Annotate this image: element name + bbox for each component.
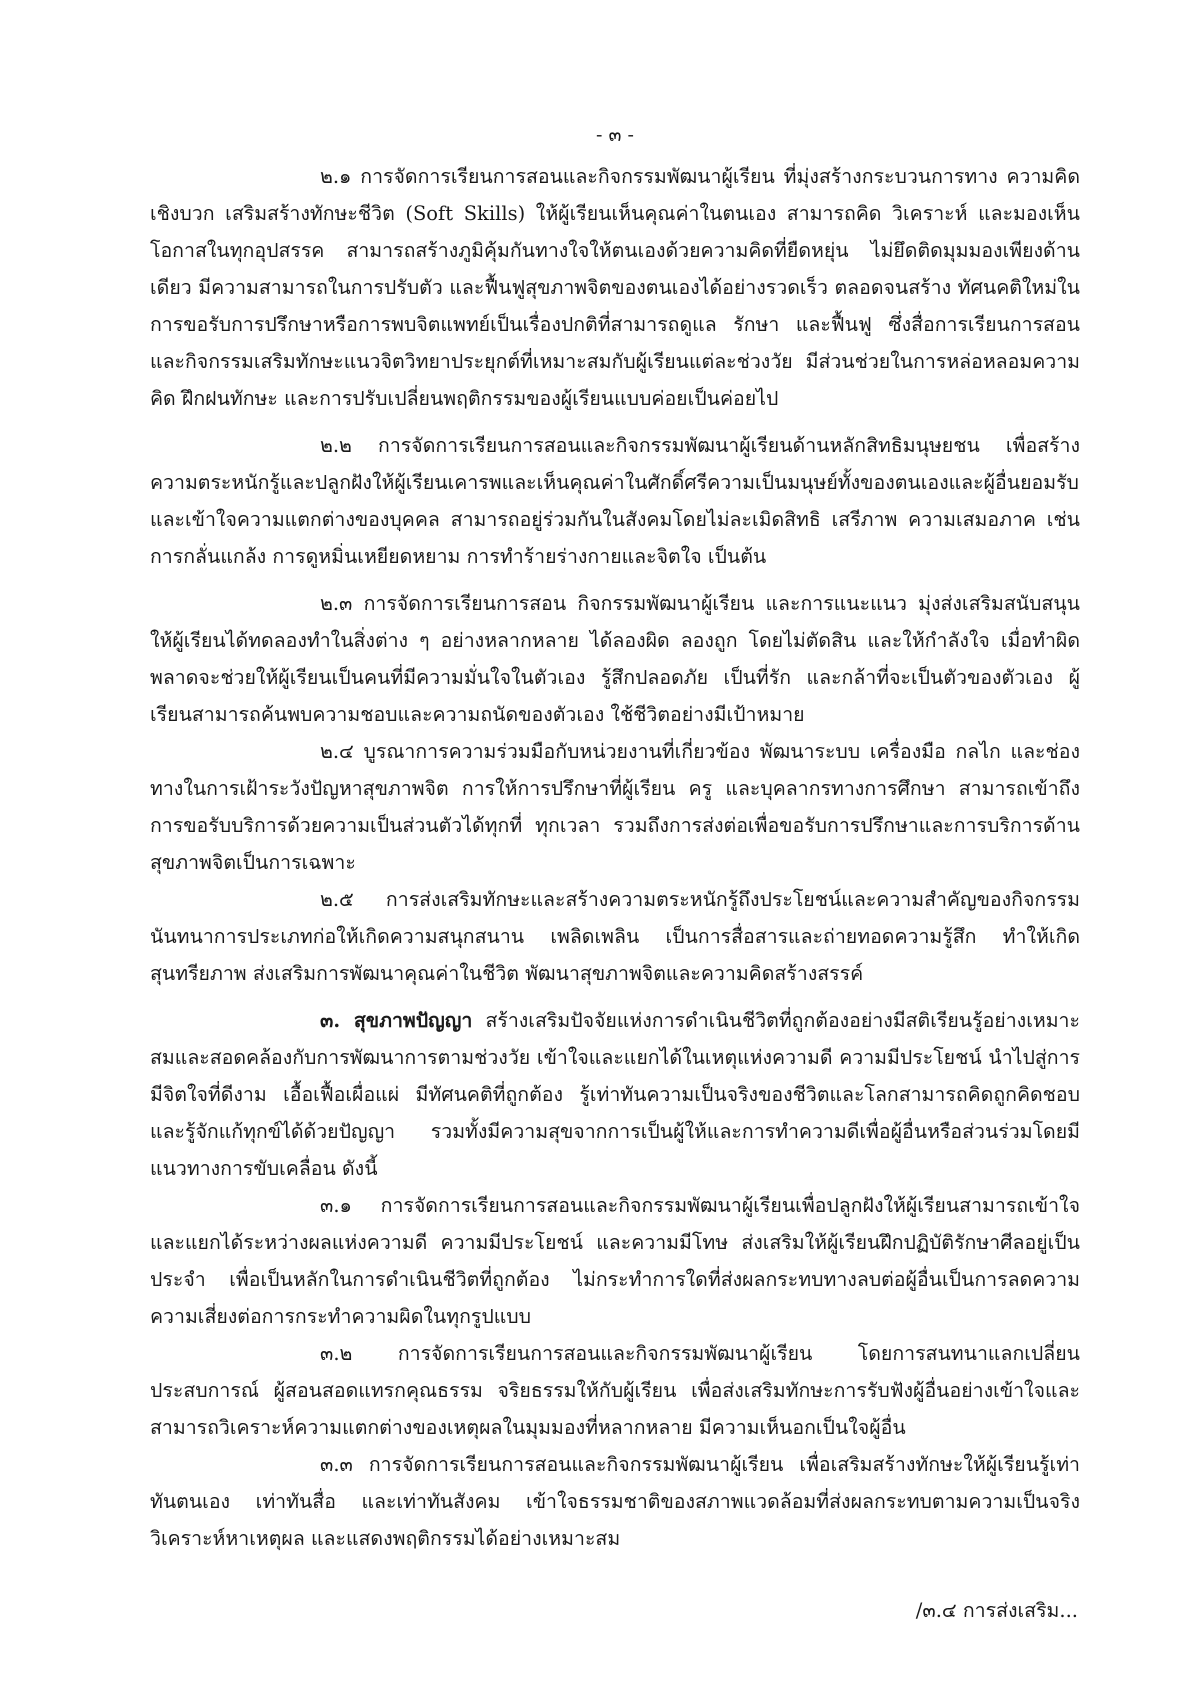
paragraph-3-3: ๓.๓ การจัดการเรียนการสอนและกิจกรรมพัฒนาผู้เรียน เพื่อเสริมสร้างทักษะให้ผู้เรียนรู้เท่าทันตนเอง เท่าทันสื่อ และเท่าทันสังคม เข้าใจธรรมชาติของสภาพแวดล้อมที่ส่งผลกระทบตามความเป็นจริงวิเคราะห์หาเหตุผล และแสดงพฤติกรรมได้อย่างเหมาะสม [150,1453,1080,1550]
paragraph-2-1: ๒.๑ การจัดการเรียนการสอนและกิจกรรมพัฒนาผู้เรียน ที่มุ่งสร้างกระบวนการทาง ความคิดเชิงบวก เสริมสร้างทักษะชีวิต (Soft Skills) ให้ผู้เรียนเห็นคุณค่าในตนเอง สามารถคิด วิเคราะห์ และมองเห็นโอกาสในทุกอุปสรรค สามารถสร้างภูมิคุ้มกันทางใจให้ตนเองด้วยความคิดที่ยืดหยุ่น ไม่ยึดติดมุมมองเพียงด้านเดียว มีความสามารถในการปรับตัว และฟื้นฟูสุขภาพจิตของตนเองได้อย่างรวดเร็ว ตลอดจนสร้าง ทัศนคติใหม่ในการขอรับการปรึกษาหรือการพบจิตแพทย์เป็นเรื่องปกติที่สามารถดูแล รักษา และฟื้นฟู ซึ่งสื่อการเรียนการสอนและกิจกรรมเสริมทักษะแนวจิตวิทยาประยุกต์ที่เหมาะสมกับผู้เรียนแต่ละช่วงวัย มีส่วนช่วยในการหล่อหลอมความคิด ฝึกฝนทักษะ และการปรับเปลี่ยนพฤติกรรมของผู้เรียนแบบค่อยเป็นค่อยไป [150,165,1080,410]
paragraph-2-4: ๒.๔ บูรณาการความร่วมมือกับหน่วยงานที่เกี่ยวข้อง พัฒนาระบบ เครื่องมือ กลไก และช่องทางในการเฝ้าระวังปัญหาสุขภาพจิต การให้การปรึกษาที่ผู้เรียน ครู และบุคลากรทางการศึกษา สามารถเข้าถึงการขอรับบริการด้วยความเป็นส่วนตัวได้ทุกที่ ทุกเวลา รวมถึงการส่งต่อเพื่อขอรับการปรึกษาและการบริการด้านสุขภาพจิตเป็นการเฉพาะ [150,740,1080,874]
paragraph-3-2: ๓.๒ การจัดการเรียนการสอนและกิจกรรมพัฒนาผู้เรียน โดยการสนทนาแลกเปลี่ยนประสบการณ์ ผู้สอนสอดแทรกคุณธรรม จริยธรรมให้กับผู้เรียน เพื่อส่งเสริมทักษะการรับฟังผู้อื่นอย่างเข้าใจและสามารถวิเคราะห์ความแตกต่างของเหตุผลในมุมมองที่หลากหลาย มีความเห็นอกเป็นใจผู้อื่น [150,1342,1080,1439]
paragraph-3 [150,1002,1080,1187]
paragraph-2-3: ๒.๓ การจัดการเรียนการสอน กิจกรรมพัฒนาผู้เรียน และการแนะแนว มุ่งส่งเสริมสนับสนุน ให้ผู้เรียนได้ทดลองทำในสิ่งต่าง ๆ อย่างหลากหลาย ได้ลองผิด ลองถูก โดยไม่ตัดสิน และให้กำลังใจ เมื่อทำผิดพลาดจะช่วยให้ผู้เรียนเป็นคนที่มีความมั่นใจในตัวเอง รู้สึกปลอดภัย เป็นที่รัก และกล้าที่จะเป็นตัวของตัวเอง ผู้เรียนสามารถค้นพบความชอบและความถนัดของตัวเอง ใช้ชีวิตอย่างมีเป้าหมาย [150,592,1080,726]
section-heading-wisdom-health: ๓. สุขภาพปัญญา [320,1009,473,1032]
paragraph-3-1: ๓.๑ การจัดการเรียนการสอนและกิจกรรมพัฒนาผู้เรียนเพื่อปลูกฝังให้ผู้เรียนสามารถเข้าใจและแยกได้ระหว่างผลแห่งความดี ความมีประโยชน์ และความมีโทษ ส่งเสริมให้ผู้เรียนฝึกปฏิบัติรักษาศีลอยู่เป็นประจำ เพื่อเป็นหลักในการดำเนินชีวิตที่ถูกต้อง ไม่กระทำการใดที่ส่งผลกระทบทางลบต่อผู้อื่นเป็นการลดความความเสี่ยงต่อการกระทำความผิดในทุกรูปแบบ [150,1194,1080,1328]
paragraph-2-5: ๒.๕ การส่งเสริมทักษะและสร้างความตระหนักรู้ถึงประโยชน์และความสำคัญของกิจกรรมนันทนาการประเภทก่อให้เกิดความสนุกสนาน เพลิดเพลิน เป็นการสื่อสารและถ่ายทอดความรู้สึก ทำให้เกิดสุนทรียภาพ ส่งเสริมการพัฒนาคุณค่าในชีวิต พัฒนาสุขภาพจิตและความคิดสร้างสรรค์ [150,888,1080,985]
paragraph-3-body: สร้างเสริมปัจจัยแห่งการดำเนินชีวิตที่ถูกต้องอย่างมีสติเรียนรู้อย่างเหมาะสมและสอดคล้องกับการพัฒนาการตามช่วงวัย เข้าใจและแยกได้ในเหตุแห่งความดี ความมีประโยชน์ นำไปสู่การมีจิตใจที่ดีงาม เอื้อเฟื้อเผื่อแผ่ มีทัศนคติที่ถูกต้อง รู้เท่าทันความเป็นจริงของชีวิตและโลกสามารถคิดถูกคิดชอบและรู้จักแก้ทุกข์ได้ด้วยปัญญา รวมทั้งมีความสุขจากการเป็นผู้ให้และการทำความดีเพื่อผู้อื่นหรือส่วนร่วมโดยมีแนวทางการขับเคลื่อน ดังนี้ [150,1009,1080,1180]
next-page-marker: /๓.๔ การส่งเสริม... [915,1599,1078,1622]
page-number: - ๓ - [596,124,634,146]
paragraph-2-2: ๒.๒ การจัดการเรียนการสอนและกิจกรรมพัฒนาผู้เรียนด้านหลักสิทธิมนุษยชน เพื่อสร้างความตระหนักรู้และปลูกฝังให้ผู้เรียนเคารพและเห็นคุณค่าในศักดิ์ศรีความเป็นมนุษย์ทั้งของตนเองและผู้อื่นยอมรับและเข้าใจความแตกต่างของบุคคล สามารถอยู่ร่วมกันในสังคมโดยไม่ละเมิดสิทธิ เสรีภาพ ความเสมอภาค เช่น การกลั่นแกล้ง การดูหมิ่นเหยียดหยาม การทำร้ายร่างกายและจิตใจ เป็นต้น [150,434,1080,568]
